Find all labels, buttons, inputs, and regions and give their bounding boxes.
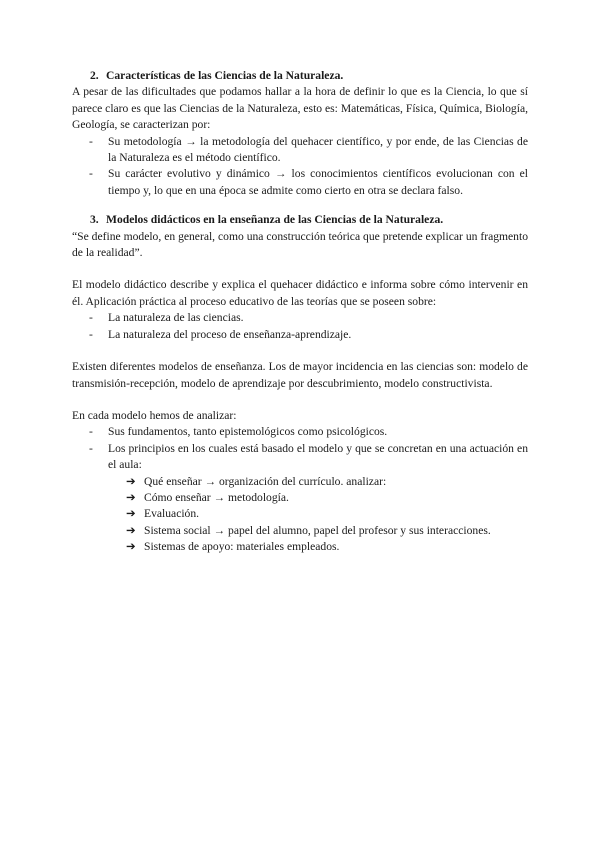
sub-list-item xyxy=(72,506,528,522)
section-3-paragraph-3: En cada modelo hemos de analizar: xyxy=(72,408,237,422)
arrow-icon: ➔ xyxy=(126,474,136,488)
dash-marker: - xyxy=(89,134,93,148)
section-2-heading xyxy=(90,68,528,84)
section-2-intro: A pesar de las dificultades que podamos hallar a la hora de definir lo que es la Ciencia, lo que sí parece claro es que las Ciencias de la Naturaleza, esto es: Matemáticas, Física, Química, Biología, Geología, se caracterizan por: xyxy=(72,85,528,132)
section-2-title: Características de las Ciencias de la Naturaleza. xyxy=(106,69,344,82)
sub-list-item-text: Cómo enseñar → metodología. xyxy=(144,490,289,504)
list-item xyxy=(72,134,528,167)
list-item-text: La naturaleza del proceso de enseñanza-aprendizaje. xyxy=(108,327,352,341)
arrow-icon: ➔ xyxy=(126,523,136,537)
section-3-paragraph-1: El modelo didáctico describe y explica el quehacer didáctico e informa sobre cómo intervenir en él. Aplicación práctica al proceso educativo de las teorías que se poseen sobre: xyxy=(72,278,528,308)
section-2-list xyxy=(72,134,528,200)
section-3-heading xyxy=(90,212,528,228)
section-3-title: Modelos didácticos en la enseñanza de las Ciencias de la Naturaleza. xyxy=(106,213,444,227)
list-item-text: Su carácter evolutivo y dinámico → los conocimientos científicos evolucionan con el tiempo y, lo que en una época se admite como cierto en otra se declara falso. xyxy=(108,167,528,197)
arrow-icon: ➔ xyxy=(126,540,136,554)
list-item xyxy=(72,424,528,440)
dash-marker: - xyxy=(89,441,93,455)
section-3-list-1 xyxy=(72,310,528,343)
section-3-number: 3. xyxy=(90,213,99,227)
section-3-sub-list xyxy=(72,474,528,556)
list-item xyxy=(72,327,528,343)
section-3-paragraph-2: Existen diferentes modelos de enseñanza. Los de mayor incidencia en las ciencias son: modelo de transmisión-recepción, modelo de aprendizaje por descubrimiento, modelo constructivista. xyxy=(72,360,528,390)
sub-list-item-text: Sistemas de apoyo: materiales empleados. xyxy=(144,540,340,554)
list-item xyxy=(72,310,528,326)
list-item xyxy=(72,166,528,199)
sub-list-item-text: Evaluación. xyxy=(144,507,200,521)
dash-marker: - xyxy=(89,167,93,181)
section-3-quote: “Se define modelo, en general, como una construcción teórica que pretende explicar un fragmento de la realidad”. xyxy=(72,229,528,260)
sub-list-item-text: Sistema social → papel del alumno, papel del profesor y sus interacciones. xyxy=(144,523,491,537)
list-item-text: La naturaleza de las ciencias. xyxy=(108,311,244,325)
sub-list-item xyxy=(72,474,528,490)
sub-list-item-text: Qué enseñar → organización del currículo. analizar: xyxy=(144,474,387,488)
list-item-text: Su metodología → la metodología del quehacer científico, y por ende, de las Ciencias de la Naturaleza es el método científico. xyxy=(108,134,528,165)
arrow-icon: ➔ xyxy=(126,507,136,521)
list-item-text: Los principios en los cuales está basado el modelo y que se concretan en una actuación en el aula: xyxy=(108,441,528,472)
section-2-number: 2. xyxy=(90,69,99,82)
list-item-text: Sus fundamentos, tanto epistemológicos como psicológicos. xyxy=(108,425,388,439)
dash-marker: - xyxy=(89,425,93,439)
sub-list-item xyxy=(72,523,528,539)
arrow-icon: ➔ xyxy=(126,490,136,504)
sub-list-item xyxy=(72,490,528,506)
sub-list-item xyxy=(72,539,528,555)
list-item xyxy=(72,441,528,474)
section-3-list-2 xyxy=(72,424,528,473)
document-page xyxy=(72,68,528,556)
dash-marker: - xyxy=(89,311,93,325)
dash-marker: - xyxy=(89,327,93,341)
